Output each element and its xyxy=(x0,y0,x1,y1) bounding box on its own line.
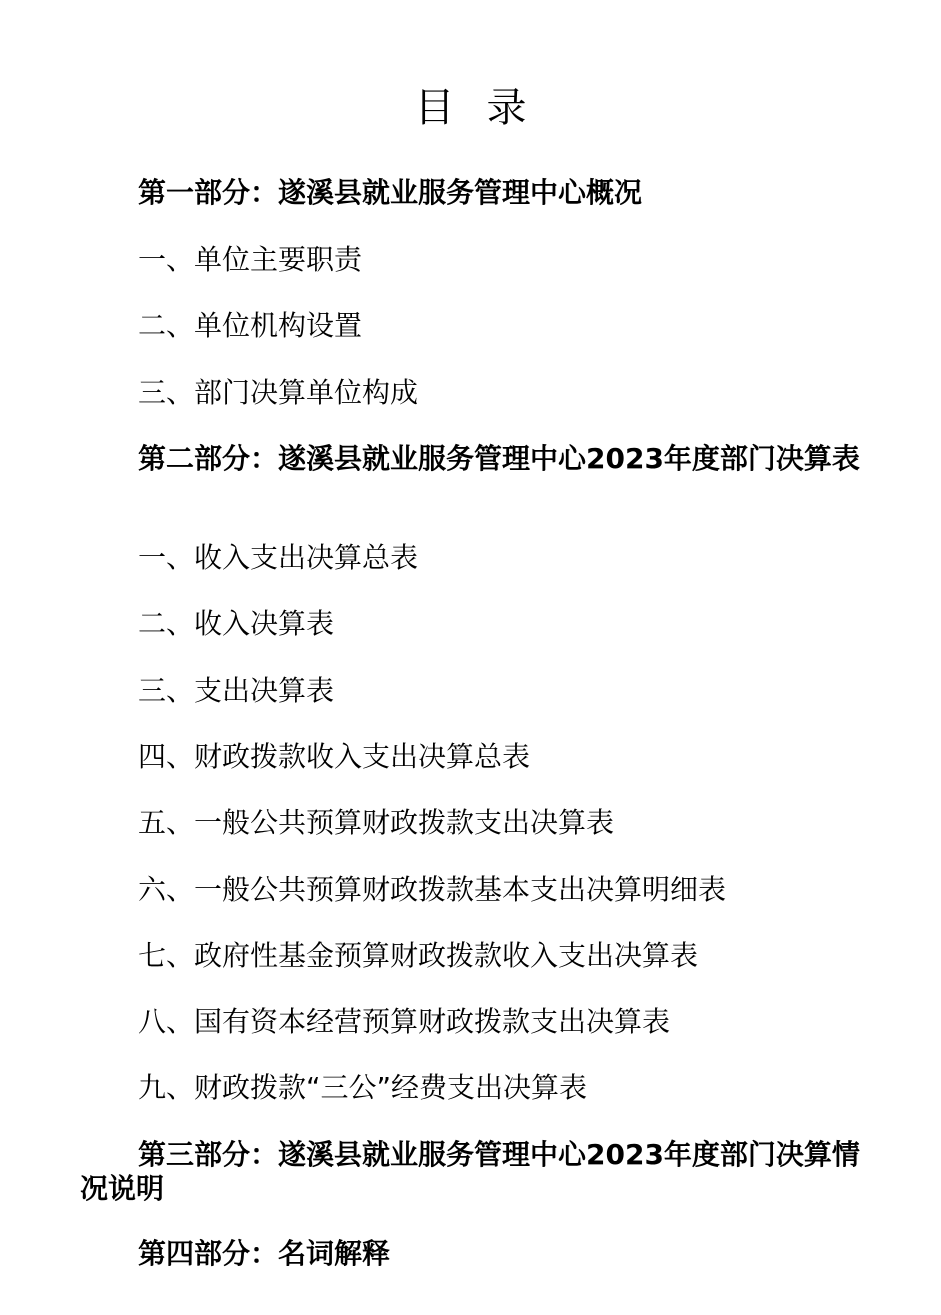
toc-part-2: 第二部分：遂溪县就业服务管理中心2023年度部门决算表 xyxy=(138,442,860,475)
toc-item-2-1: 一、收入支出决算总表 xyxy=(138,541,419,574)
toc-item-2-7: 七、政府性基金预算财政拨款收入支出决算表 xyxy=(138,939,699,972)
toc-item-1-2: 二、单位机构设置 xyxy=(138,309,363,342)
toc-item-2-3: 三、支出决算表 xyxy=(138,674,335,707)
toc-part-1: 第一部分：遂溪县就业服务管理中心概况 xyxy=(138,176,643,209)
toc-item-2-4: 四、财政拨款收入支出决算总表 xyxy=(138,740,531,773)
page-title: 目录 xyxy=(414,85,559,131)
toc-item-2-9: 九、财政拨款“三公”经费支出决算表 xyxy=(138,1071,588,1104)
toc-item-1-3: 三、部门决算单位构成 xyxy=(138,376,419,409)
toc-item-2-5: 五、一般公共预算财政拨款支出决算表 xyxy=(138,806,615,839)
toc-part-3: 第三部分：遂溪县就业服务管理中心2023年度部门决算情况说明 xyxy=(80,1138,860,1205)
toc-item-2-8: 八、国有资本经营预算财政拨款支出决算表 xyxy=(138,1005,671,1038)
toc-part-4: 第四部分：名词解释 xyxy=(138,1237,391,1270)
toc-item-1-1: 一、单位主要职责 xyxy=(138,243,363,276)
toc-item-2-2: 二、收入决算表 xyxy=(138,607,335,640)
toc-item-2-6: 六、一般公共预算财政拨款基本支出决算明细表 xyxy=(138,873,727,906)
